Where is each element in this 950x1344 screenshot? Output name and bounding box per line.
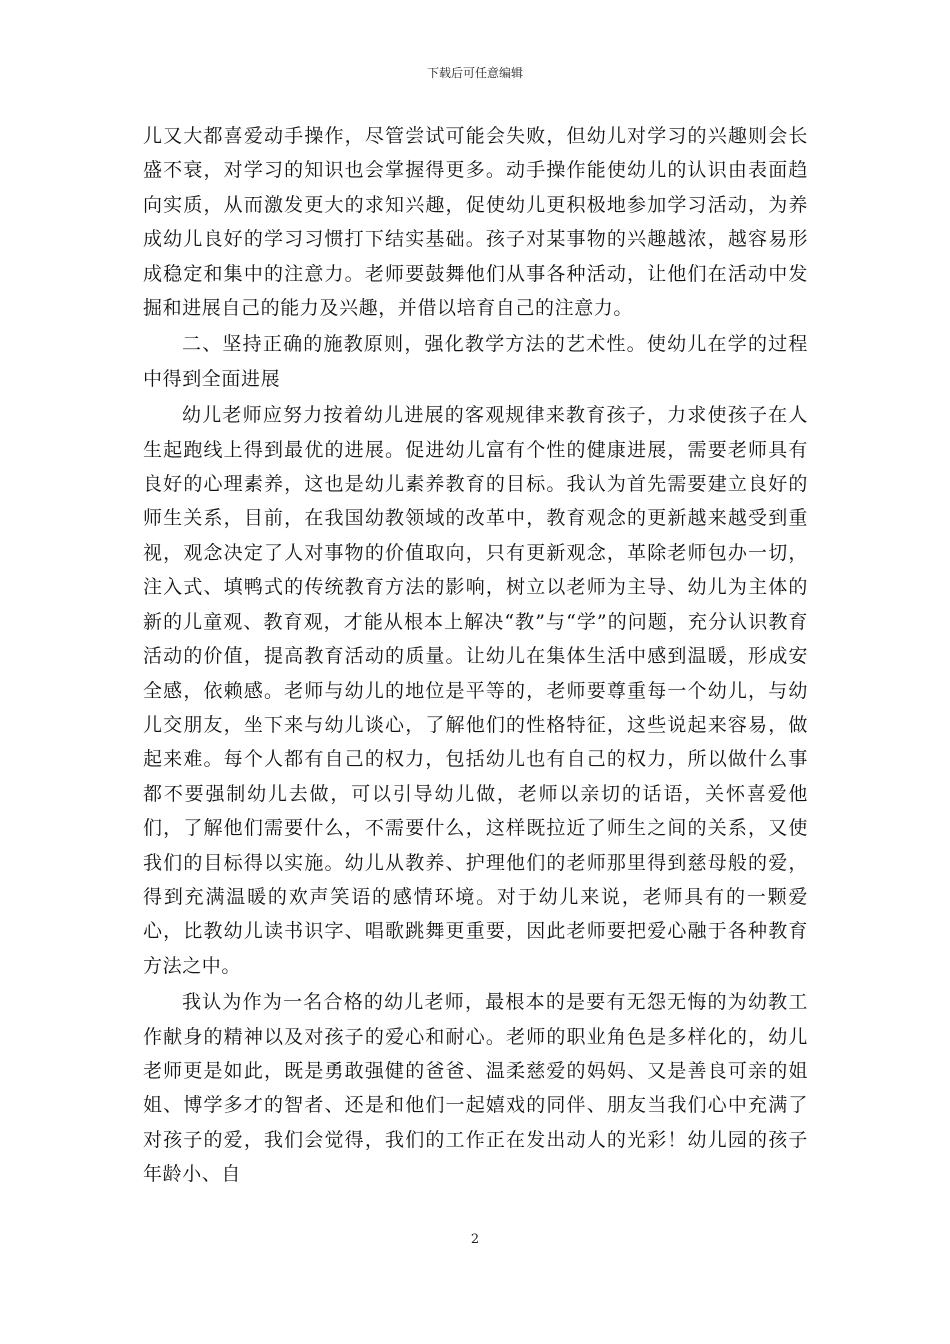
paragraph-continuation: 儿又大都喜爱动手操作，尽管尝试可能会失败，但幼儿对学习的兴趣则会长盛不衰，对学习的知识也会掌握得更多。动手操作能使幼儿的认识由表面趋向实质，从而激发更大的求知兴趣，促使幼儿更积极地参加学习活动，为养成幼儿良好的学习习惯打下结实基础。孩子对某事物的兴趣越浓，越容易形成稳定和集中的注意力。老师要鼓舞他们从事各种活动，让他们在活动中发掘和进展自己的能力及兴趣，并借以培育自己的注意力。 xyxy=(143,125,808,320)
page-header: 下载后可任意编辑 xyxy=(426,66,523,80)
page-number: 2 xyxy=(470,1232,480,1247)
section-heading-two: 二、坚持正确的施教原则，强化教学方法的艺术性。使幼儿在学的过程中得到全面进展 xyxy=(143,333,808,390)
paragraph-teacher-dedication: 我认为作为一名合格的幼儿老师，最根本的是要有无怨无悔的为幼教工作献身的精神以及对孩子的爱心和耐心。老师的职业角色是多样化的，幼儿老师更是如此，既是勇敢强健的爸爸、温柔慈爱的妈妈、又是善良可亲的姐姐、博学多才的智者、还是和他们一起嬉戏的同伴、朋友当我们心中充满了对孩子的爱，我们会觉得，我们的工作正在发出动人的光彩！幼儿园的孩子年龄小、自 xyxy=(143,991,808,1186)
document-body xyxy=(143,119,808,1192)
paragraph-teaching-principles: 幼儿老师应努力按着幼儿进展的客观规律来教育孩子，力求使孩子在人生起跑线上得到最优的进展。促进幼儿富有个性的健康进展，需要老师具有良好的心理素养，这也是幼儿素养教育的目标。我认为首先需要建立良好的师生关系，目前，在我国幼教领域的改革中，教育观念的更新越来越受到重视，观念决定了人对事物的价值取向，只有更新观念，革除老师包办一切，注入式、填鸭式的传统教育方法的影响，树立以老师为主导、幼儿为主体的新的儿童观、教育观，才能从根本上解决“教”与“学”的问题，充分认识教育活动的价值，提高教育活动的质量。让幼儿在集体生活中感到温暖，形成安全感，依赖感。老师与幼儿的地位是平等的，老师要尊重每一个幼儿，与幼儿交朋友，坐下来与幼儿谈心，了解他们的性格特征，这些说起来容易，做起来难。每个人都有自己的权力，包括幼儿也有自己的权力，所以做什么事都不要强制幼儿去做，可以引导幼儿做，老师以亲切的话语，关怀喜爱他们，了解他们需要什么，不需要什么，这样既拉近了师生之间的关系，又使我们的目标得以实施。幼儿从教养、护理他们的老师那里得到慈母般的爱，得到充满温暖的欢声笑语的感情环境。对于幼儿来说，老师具有的一颗爱心，比教幼儿读书识字、唱歌跳舞更重要，因此老师要把爱心融于各种教育方法之中。 xyxy=(143,404,808,977)
